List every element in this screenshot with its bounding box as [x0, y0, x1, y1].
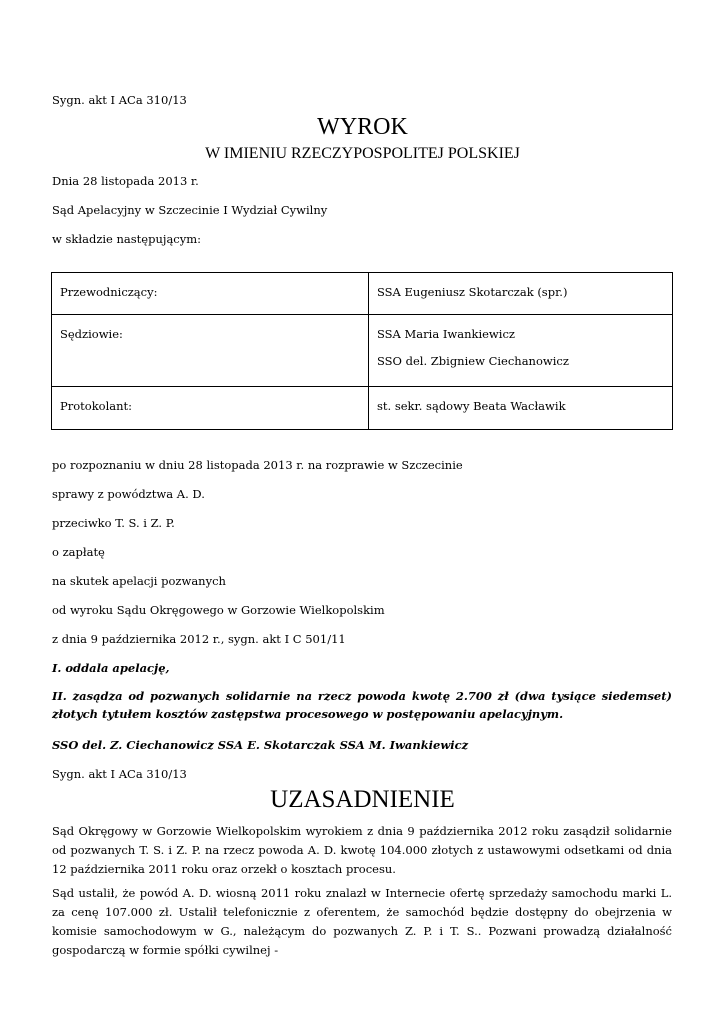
clerk-label: Protokolant:: [52, 387, 369, 430]
panel-row-clerk: [52, 387, 673, 430]
court-name: Sąd Apelacyjny w Szczecinie I Wydział Cywilny: [52, 203, 328, 217]
case-line: z dnia 9 października 2012 r., sygn. akt I C 501/11: [52, 632, 346, 646]
case-signature-top: Sygn. akt I ACa 310/13: [52, 93, 187, 107]
case-line: o zapłatę: [52, 545, 105, 559]
panel-row-judges: [52, 315, 673, 387]
court-panel-table: [51, 272, 673, 430]
verdict-subtitle: W IMIENIU RZECZYPOSPOLITEJ POLSKIEJ: [205, 145, 520, 162]
composition-label: w składzie następującym:: [52, 232, 202, 246]
case-signature-bottom: Sygn. akt I ACa 310/13: [52, 767, 187, 781]
verdict-date: Dnia 28 listopada 2013 r.: [52, 174, 199, 188]
case-line: przeciwko T. S. i Z. P.: [52, 516, 175, 530]
verdict-point-1: I. oddala apelację,: [52, 661, 170, 675]
justification-paragraph-2: Sąd ustalił, że powód A. D. wiosną 2011 roku znalazł w Internecie ofertę sprzedaży samochodu marki L. za cenę 107.000 zł. Ustalił telefonicznie z oferentem, że samochód będzie dostępny do obejrzenia w komisie samochodowym w G., należącym do pozwanych Z. P. i T. S.. Pozwani prowadzą działalność gospodarczą w formie spółki cywilnej -: [52, 886, 672, 957]
judges-label: Sędziowie:: [52, 315, 369, 387]
verdict-title: WYROK: [317, 114, 408, 140]
case-line: po rozpoznaniu w dniu 28 listopada 2013 r. na rozprawie w Szczecinie: [52, 458, 463, 472]
justification-title: UZASADNIENIE: [270, 786, 455, 813]
case-line: od wyroku Sądu Okręgowego w Gorzowie Wielkopolskim: [52, 603, 385, 617]
judge-1: SSA Maria Iwankiewicz: [377, 327, 515, 341]
verdict-point-2: II. zasądza od pozwanych solidarnie na rzecz powoda kwotę 2.700 zł (dwa tysiące siedemset) złotych tytułem kosztów zastępstwa procesowego w postępowaniu apelacyjnym.: [52, 689, 672, 721]
verdict-signatures: SSO del. Z. Ciechanowicz SSA E. Skotarczak SSA M. Iwankiewicz: [52, 738, 469, 752]
judges-value: [369, 315, 673, 387]
presiding-label: Przewodniczący:: [52, 273, 369, 315]
panel-row-presiding: [52, 273, 673, 315]
presiding-value: SSA Eugeniusz Skotarczak (spr.): [369, 273, 673, 315]
case-line: sprawy z powództwa A. D.: [52, 487, 205, 501]
justification-paragraph-1: Sąd Okręgowy w Gorzowie Wielkopolskim wyrokiem z dnia 9 października 2012 roku zasądził solidarnie od pozwanych T. S. i Z. P. na rzecz powoda A. D. kwotę 104.000 złotych z ustawowymi odsetkami od dnia 12 października 2011 roku oraz orzekł o kosztach procesu.: [52, 824, 672, 876]
case-line: na skutek apelacji pozwanych: [52, 574, 226, 588]
judge-2: SSO del. Zbigniew Ciechanowicz: [377, 354, 569, 368]
clerk-value: st. sekr. sądowy Beata Wacławik: [369, 387, 673, 430]
